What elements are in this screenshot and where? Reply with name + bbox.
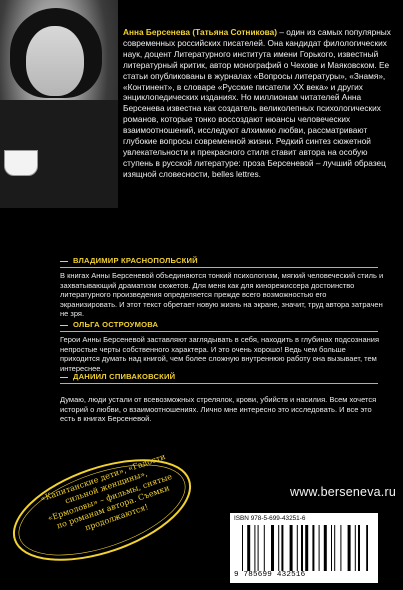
heading-dash (60, 377, 68, 378)
divider (60, 383, 378, 384)
promo-badge-text: «Капитанские дети», «Гадости сильной женщины», «Ермоловы» – фильмы, снятые по романам автора. Съемки продолжаются! (39, 452, 174, 533)
review-2-text: Герои Анны Берсеневой заставляют заглядывать в себя, находить в глубинах подсознания непростые черты собственного характера. И это очень хорошо! Ведь чем больше приходится думать над книгой, чем более сложную внутреннюю работу она вызывает, тем интереснее. (60, 335, 380, 373)
barcode-bars (242, 525, 368, 571)
reviewer-2-name: ОЛЬГА ОСТРОУМОВА (73, 320, 159, 329)
review-3-text: Думаю, люди устали от всевозможных стрелялок, крови, убийств и насилия. Всем хочется историй о любви, о взаимоотношениях. Лично мне интересно это исследовать. И все это есть в книгах Берсеневой. (60, 395, 377, 424)
reviewer-1-name: ВЛАДИМИР КРАСНОПОЛЬСКИЙ (73, 256, 198, 265)
isbn-barcode (230, 513, 378, 583)
author-bio-text: – один из самых популярных современных российских писателей. Она кандидат филологических наук, доцент Литературного института имени Горького, известный литературный критик, автор монографий о Чехове и Маяковском. Ее статьи опубликованы в журналах «Вопросы литературы», «Знамя», «Континент», в словаре «Русские писатели XX века» и других энциклопедических изданиях. Но миллионам читателей Анна Берсенева известна как создатель великолепных психологических романов, которые тонко воссоздают нюансы человеческих взаимоотношений, исследуют алхимию любви, рассматривают глубокие вопросы современной жизни. Редкий синтез сюжетной увлекательности и прекрасного стиля ставит автора на особую ступень в русской литературе: проза Берсеневой – лучший образец изящной словесности, belles lettres. (123, 27, 391, 179)
review-1-text: В книгах Анны Берсеневой объединяются тонкий психологизм, мягкий человеческий стиль и захватывающий драматизм сюжетов. Для меня как для кинорежиссера достоинство литературного произведения определяется прежде всего возможностью его экранизировать. И этот текст обретает новую жизнь на экране, значит, труд автора затрачен не зря. (60, 271, 384, 319)
heading-dash (60, 325, 68, 326)
website-url[interactable]: www.berseneva.ru (289, 485, 396, 499)
barcode-digits: 9 785699 432516 (234, 571, 306, 579)
author-photo (0, 0, 118, 208)
author-name: Анна Берсенева (Татьяна Сотникова) (123, 27, 278, 37)
reviewer-3-name: ДАНИИЛ СПИВАКОВСКИЙ (73, 372, 176, 381)
author-bio (123, 27, 395, 180)
divider (60, 331, 378, 332)
heading-dash (60, 261, 68, 262)
reviewer-1-heading (60, 256, 198, 265)
divider (60, 267, 378, 268)
reviewer-3-heading (60, 372, 175, 381)
reviewer-2-heading (60, 320, 158, 329)
isbn-number: ISBN 978-5-699-43251-6 (234, 515, 306, 522)
